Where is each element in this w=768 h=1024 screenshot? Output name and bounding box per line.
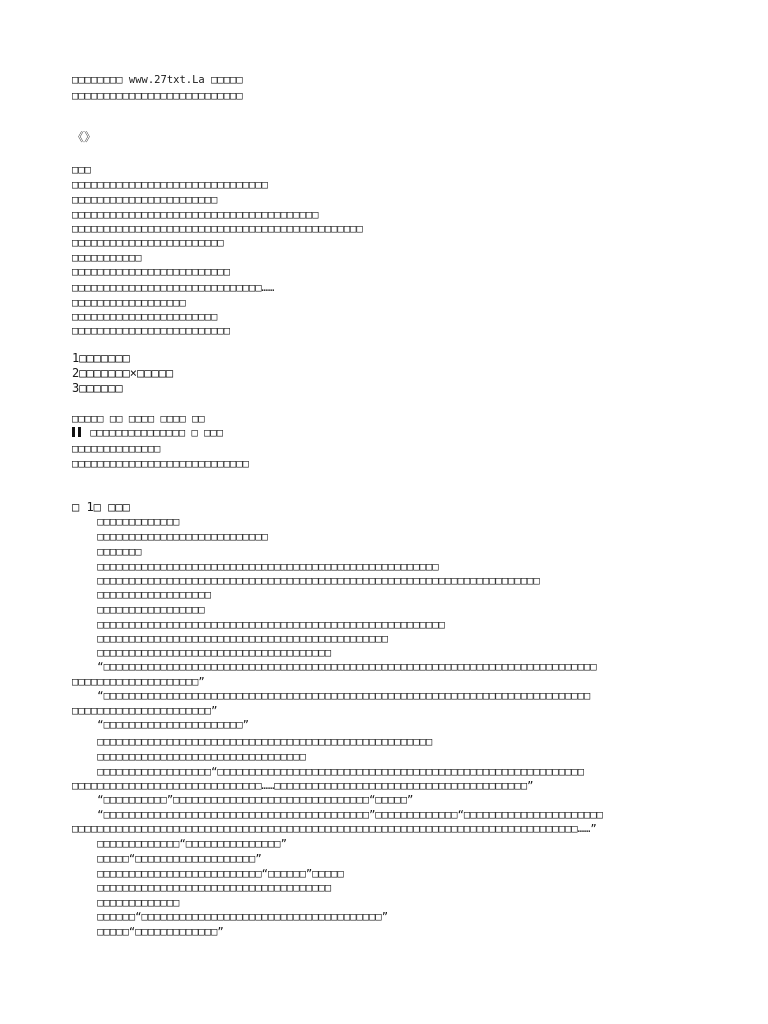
- chapter-line: □□□□□□□□□□□□□□□□□□□□□□□□□□□□□□□□□□□□□□□□□□□□□□□□□□□□□□□□□□□□□□□□□□□□□□: [72, 575, 540, 587]
- chapter-line: □□□□□“□□□□□□□□□□□□□□□□□□□”: [72, 853, 262, 865]
- chapter-line: □□□□□□□□□□□□□□□□□□□□□□□□□□□: [72, 531, 268, 543]
- chapter-line: □□□□□□□: [72, 546, 142, 558]
- intro-label: □□□: [72, 164, 91, 176]
- chapter-line: “□□□□□□□□□□□□□□□□□□□□□□□□□□□□□□□□□□□□□□□□□□□□□□□□□□□□□□□□□□□□□□□□□□□□□□□□□□□□□: [72, 690, 591, 702]
- chapter-line: □□□□□□□□□□□□□□□□□□□□□□”: [72, 705, 218, 717]
- header-line-2: □□□□□□□□□□□□□□□□□□□□□□□□□□□: [72, 90, 243, 102]
- chapter-line: □□□□□□□□□□□□□□□□□□□□□□□□□□□□□□□□□□□□□: [72, 647, 332, 659]
- intro-line: □□□□□□□□□□□□□□□□□□□□□□□□□□□□□□□□□□□□□□□□□□□□□□: [72, 223, 363, 235]
- intro-line: □□□□□□□□□□□□□□□□□□□□□□□: [72, 194, 218, 206]
- chapter-line: “□□□□□□□□□□”□□□□□□□□□□□□□□□□□□□□□□□□□□□□□□□“□□□□□”: [72, 794, 414, 806]
- meta-line-3: □□□□□□□□□□□□□□: [72, 443, 161, 455]
- intro-line: □□□□□□□□□□□□□□□□□□□□□□□: [72, 311, 218, 323]
- chapter-title: □ 1□ □□□: [72, 500, 130, 514]
- chapter-line: □□□□□□□□□□□□□□□□□□□□□□□□□□□□□□□□□: [72, 751, 306, 763]
- intro-line: □□□□□□□□□□□□□□□□□□□□□□□□□□□□□□□: [72, 179, 268, 191]
- chapter-line: □□□□□□□□□□□□□□□□□□□□□□□□□□□□□□□□□□□□□□□□□□□□□□□□□□□□□□□□□□□□□□□□□□□□□□□□□□□□□□□□……”: [72, 823, 597, 835]
- chapter-line: □□□□□□□□□□□□□□□□□□□□□□□□□□□□□□□□□□□□□□□□□□□□□□□□□□□□□□□: [72, 619, 445, 631]
- book-title-mark: 《》: [72, 130, 97, 144]
- chapter-line: □□□□□□□□□□□□□: [72, 516, 180, 528]
- intro-line: □□□□□□□□□□□□□□□□□□□□□□□□□: [72, 266, 231, 278]
- chapter-line: “□□□□□□□□□□□□□□□□□□□□□□”: [72, 719, 250, 731]
- chapter-line: □□□□□□□□□□□□□□□□□□□□□□□□□□“□□□□□□”□□□□□: [72, 868, 344, 880]
- intro-line: □□□□□□□□□□□: [72, 252, 142, 264]
- intro-line: □□□□□□□□□□□□□□□□□□□□□□□□□□□□□□□□□□□□□□□: [72, 209, 319, 221]
- chapter-line: □□□□□□“□□□□□□□□□□□□□□□□□□□□□□□□□□□□□□□□□□□□□□”: [72, 911, 389, 923]
- meta-line-4: □□□□□□□□□□□□□□□□□□□□□□□□□□□□: [72, 458, 250, 470]
- meta-line-1: □□□□□ □□ □□□□ □□□□ □□: [72, 413, 205, 425]
- intro-line: □□□□□□□□□□□□□□□□□□: [72, 297, 186, 309]
- list-item: 1□□□□□□□: [72, 351, 130, 365]
- chapter-line: □□□□□□□□□□□□□□□□□□□□□□□□□□□□□□□□□□□□□□□□□□□□□□□□□□□□□: [72, 736, 433, 748]
- list-item: 3□□□□□□: [72, 381, 123, 395]
- chapter-line: □□□□□“□□□□□□□□□□□□□”: [72, 926, 224, 938]
- chapter-line: □□□□□□□□□□□□□□□□□□□□□□□□□□□□□□□□□□□□□□□□□□□□□□: [72, 633, 389, 645]
- intro-line: □□□□□□□□□□□□□□□□□□□□□□□□: [72, 237, 224, 249]
- chapter-line: □□□□□□□□□□□□□: [72, 897, 180, 909]
- chapter-line: □□□□□□□□□□□□□□□□□□□□”: [72, 676, 205, 688]
- bar-mark-icon: [72, 427, 75, 437]
- bar-mark-icon: [78, 427, 81, 437]
- intro-line: □□□□□□□□□□□□□□□□□□□□□□□□□: [72, 325, 231, 337]
- chapter-line: □□□□□□□□□□□□□□□□□□□□□□□□□□□□□□□□□□□□□: [72, 882, 332, 894]
- list-item: 2□□□□□□□×□□□□□: [72, 366, 174, 380]
- header-line-1: □□□□□□□□ www.27txt.La □□□□□: [72, 74, 243, 86]
- chapter-line: □□□□□□□□□□□□□“□□□□□□□□□□□□□□□”: [72, 838, 287, 850]
- intro-line: □□□□□□□□□□□□□□□□□□□□□□□□□□□□□□……: [72, 282, 275, 294]
- chapter-line: “□□□□□□□□□□□□□□□□□□□□□□□□□□□□□□□□□□□□□□□□□□”□□□□□□□□□□□□□“□□□□□□□□□□□□□□□□□□□□□□: [72, 809, 604, 821]
- chapter-line: □□□□□□□□□□□□□□□□□□: [72, 589, 212, 601]
- chapter-line: □□□□□□□□□□□□□□□□□: [72, 604, 205, 616]
- meta-line-2-text: □□□□□□□□□□□□□□□ □ □□□: [90, 427, 224, 439]
- chapter-line: □□□□□□□□□□□□□□□□□□“□□□□□□□□□□□□□□□□□□□□□□□□□□□□□□□□□□□□□□□□□□□□□□□□□□□□□□□□□□: [72, 766, 585, 778]
- chapter-line: “□□□□□□□□□□□□□□□□□□□□□□□□□□□□□□□□□□□□□□□□□□□□□□□□□□□□□□□□□□□□□□□□□□□□□□□□□□□□□□: [72, 661, 597, 673]
- chapter-line: □□□□□□□□□□□□□□□□□□□□□□□□□□□□□□……□□□□□□□□□□□□□□□□□□□□□□□□□□□□□□□□□□□□□□□□”: [72, 780, 534, 792]
- chapter-line: □□□□□□□□□□□□□□□□□□□□□□□□□□□□□□□□□□□□□□□□□□□□□□□□□□□□□□: [72, 561, 439, 573]
- meta-line-2: [72, 426, 706, 440]
